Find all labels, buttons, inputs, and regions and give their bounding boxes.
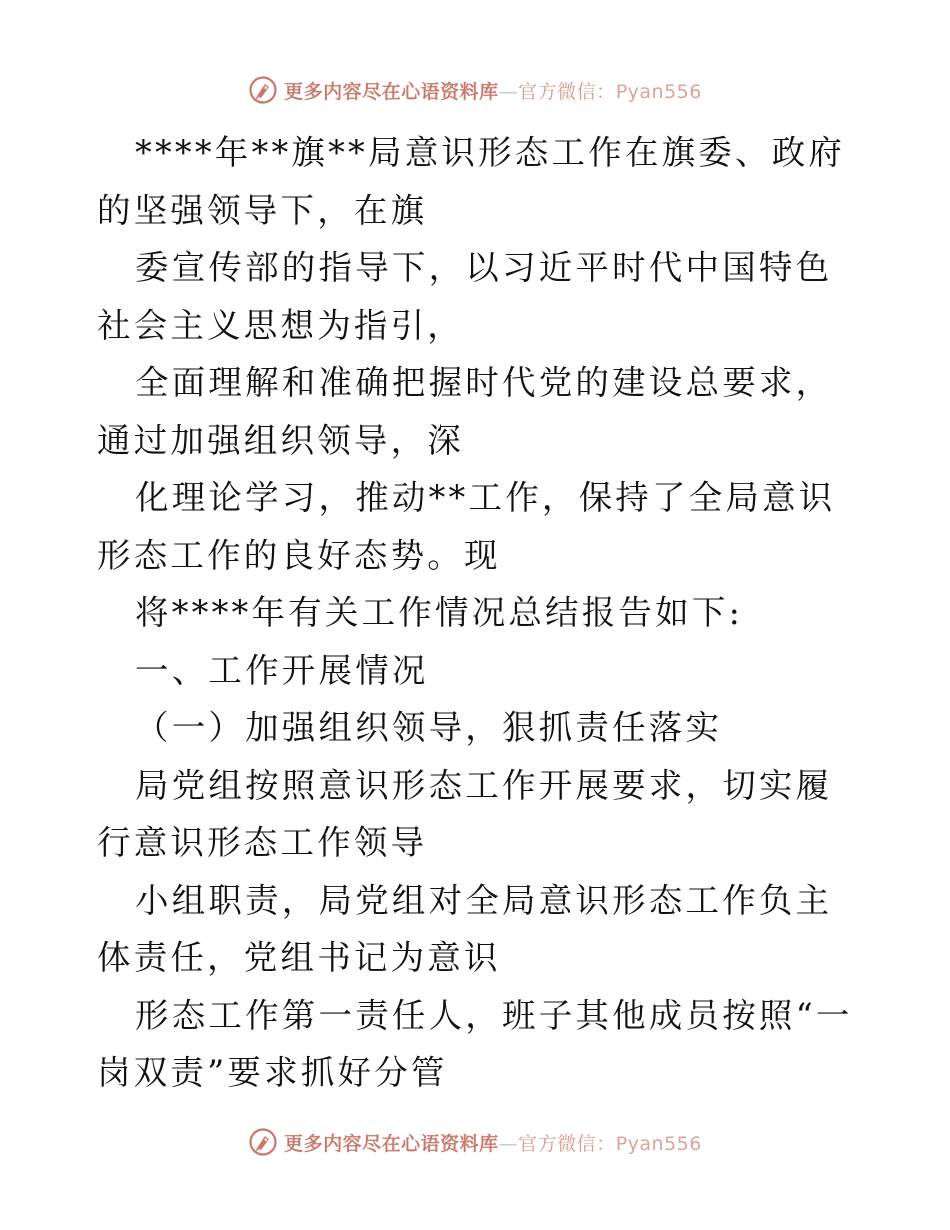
watermark-brand: 更多内容尽在心语资料库	[284, 80, 499, 103]
paragraph-5: 将****年有关工作情况总结报告如下:	[135, 593, 744, 632]
watermark-wechat-id: Pyan556	[615, 1132, 702, 1155]
paragraph-8: 形态工作第一责任人，班子其他成员按照“一岗双责”要求抓好分管	[97, 995, 853, 1092]
watermark-brand: 更多内容尽在心语资料库	[284, 1132, 499, 1155]
paragraph-1: ****年**旗**局意识形态工作在旗委、政府的坚强领导下，在旗	[97, 133, 846, 230]
paragraph-2: 委宣传部的指导下，以习近平时代中国特色社会主义思想为指引，	[97, 248, 833, 345]
watermark-official-label: 官方微信：	[518, 1132, 616, 1155]
paragraph-3: 全面理解和准确把握时代党的建设总要求，通过加强组织领导，深	[97, 363, 833, 460]
watermark-wechat-id: Pyan556	[615, 80, 702, 103]
watermark-separator: —	[498, 1132, 519, 1155]
watermark-text	[284, 77, 702, 104]
watermark-official-label: 官方微信：	[518, 80, 616, 103]
watermark-separator: —	[498, 80, 519, 103]
section-heading: 一、工作开展情况	[135, 650, 429, 690]
pen-nib-circle-icon	[248, 75, 278, 105]
document-body	[97, 124, 857, 1102]
pen-nib-circle-icon	[248, 1127, 278, 1157]
footer-watermark	[0, 1122, 950, 1162]
paragraph-4: 化理论学习，推动**工作，保持了全局意识形态工作的良好态势。现	[97, 478, 836, 575]
watermark-text	[284, 1129, 702, 1156]
subsection-heading: （一）加强组织领导，狠抓责任落实	[135, 708, 723, 747]
paragraph-6: 局党组按照意识形态工作开展要求，切实履行意识形态工作领导	[97, 765, 833, 862]
header-watermark	[0, 70, 950, 110]
paragraph-7: 小组职责，局党组对全局意识形态工作负主体责任，党组书记为意识	[97, 880, 833, 977]
